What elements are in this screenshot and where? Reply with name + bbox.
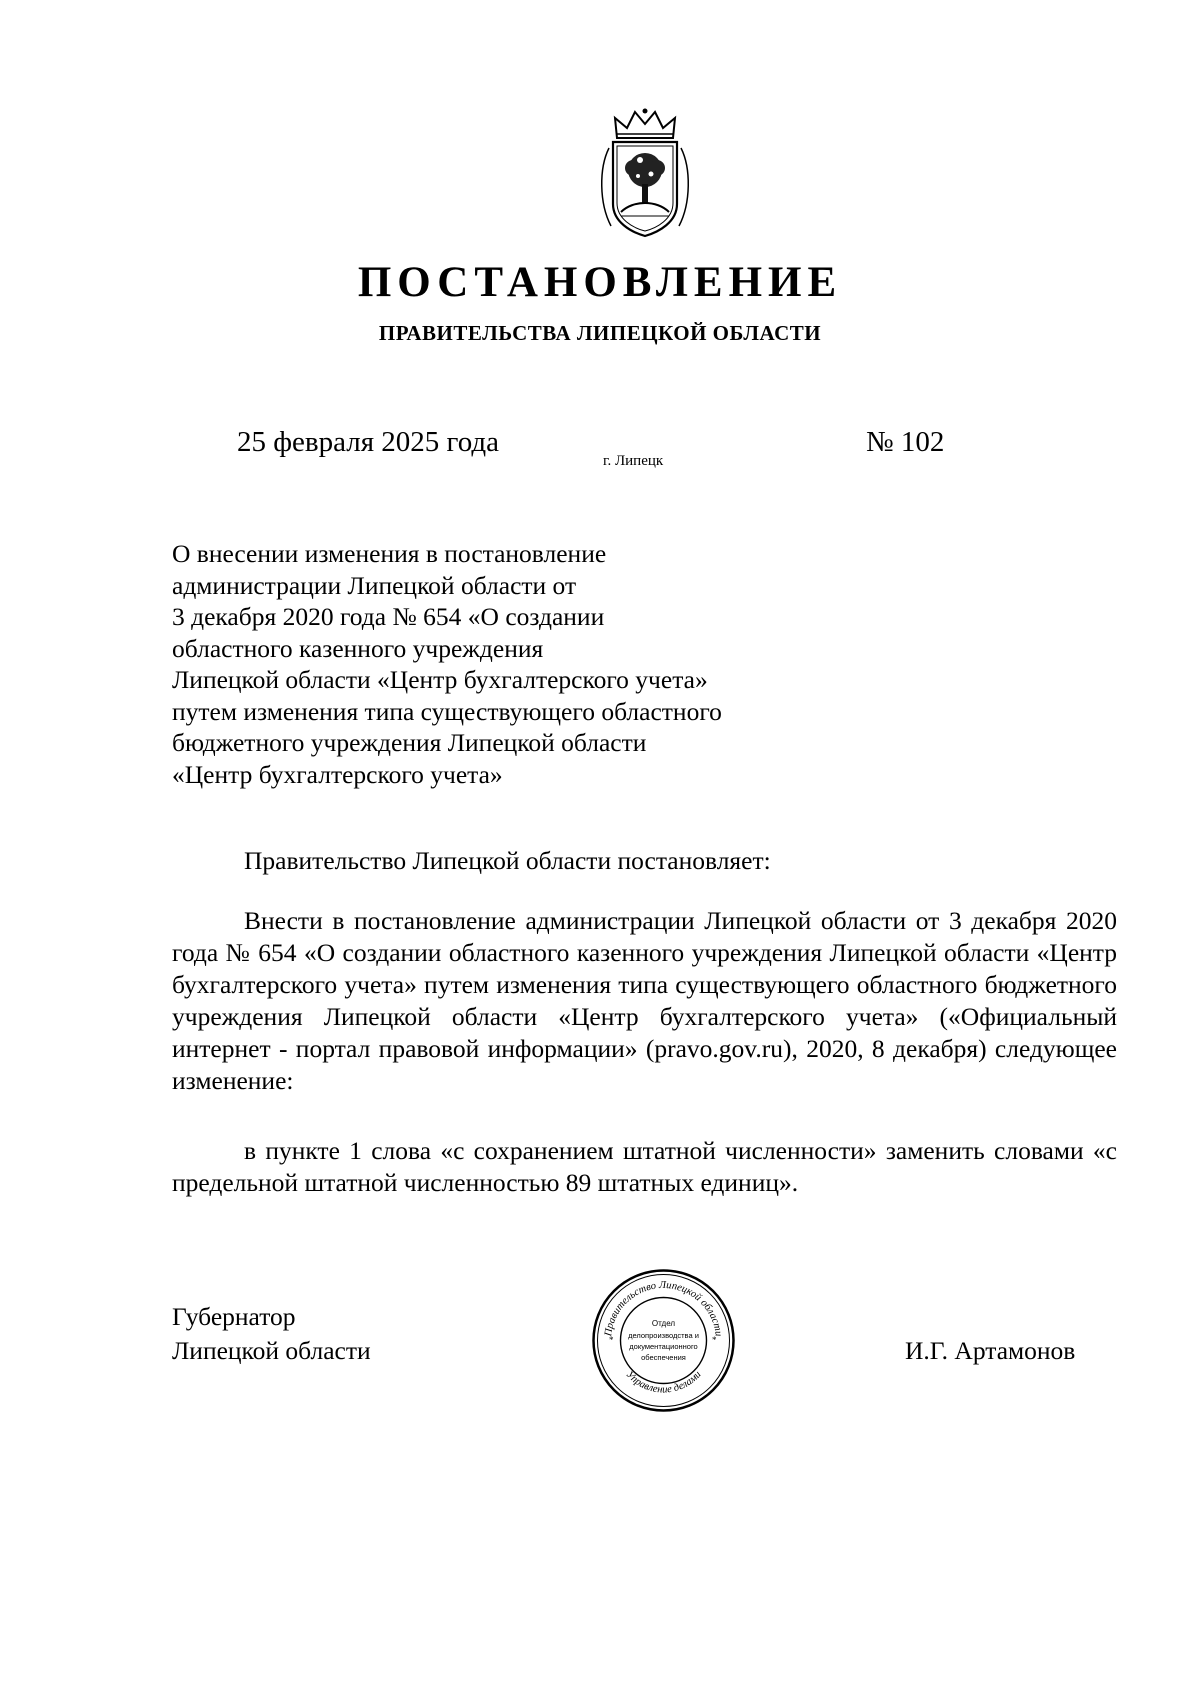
seal-inner-line: обеспечения [641,1353,686,1362]
document-city: г. Липецк [603,453,664,469]
coat-of-arms-icon [595,108,695,240]
seal-star-icon: * [712,1335,717,1345]
heading-line: путем изменения типа существующего областного [172,696,722,726]
preamble: Правительство Липецкой области постановляет: [244,846,771,875]
seal-outer-bottom-text: Управление делами [623,1369,704,1396]
document-subtitle: ПРАВИТЕЛЬСТВА ЛИПЕЦКОЙ ОБЛАСТИ [378,321,822,345]
document-number: № 102 [866,426,945,458]
seal-star-icon: * [609,1335,614,1345]
document-title: ПОСТАНОВЛЕНИЕ [357,259,843,306]
signatory-position [172,1300,371,1368]
heading-line: 3 декабря 2020 года № 654 «О создании [172,602,605,631]
body-paragraph-1: Внести в постановление администрации Липецкой области от 3 декабря 2020 года № 654 «О создании областного казенного учреждения Липецкой области «Центр бухгалтерского учета» путем изменения типа существующего областного бюджетного учреждения Липецкой области «Центр бухгалтерского учета» («Официальный интернет - портал правовой информации» (pravo.gov.ru), 2020, 8 декабря) следующее изменение: [172,906,1117,1095]
heading-line: бюджетного учреждения Липецкой области [172,728,647,757]
seal-inner-line: Отдел [651,1319,676,1328]
document-date: 25 февраля 2025 года [237,426,500,458]
heading-line: «Центр бухгалтерского учета» [172,759,503,789]
signatory-name: И.Г. Артамонов [905,1336,1076,1365]
heading-line: О внесении изменения в постановление [172,539,607,568]
body-paragraph-2: в пункте 1 слова «с сохранением штатной численности» заменить словами «с предельной штатной численностью 89 штатных единиц». [172,1136,1117,1197]
seal-inner-line: делопроизводства и [628,1331,699,1340]
heading-line: Липецкой области «Центр бухгалтерского учета» [172,665,708,694]
heading-line: областного казенного учреждения [172,633,544,663]
official-seal-icon [591,1268,736,1413]
seal-outer-top-text: Правительство Липецкой области [603,1279,724,1337]
heading-line: администрации Липецкой области от [172,570,577,600]
signatory-position-line: Липецкой области [172,1336,371,1365]
seal-inner-line: документационного [629,1342,698,1351]
signatory-position-line: Губернатор [172,1302,296,1331]
resolution-heading [172,538,832,790]
